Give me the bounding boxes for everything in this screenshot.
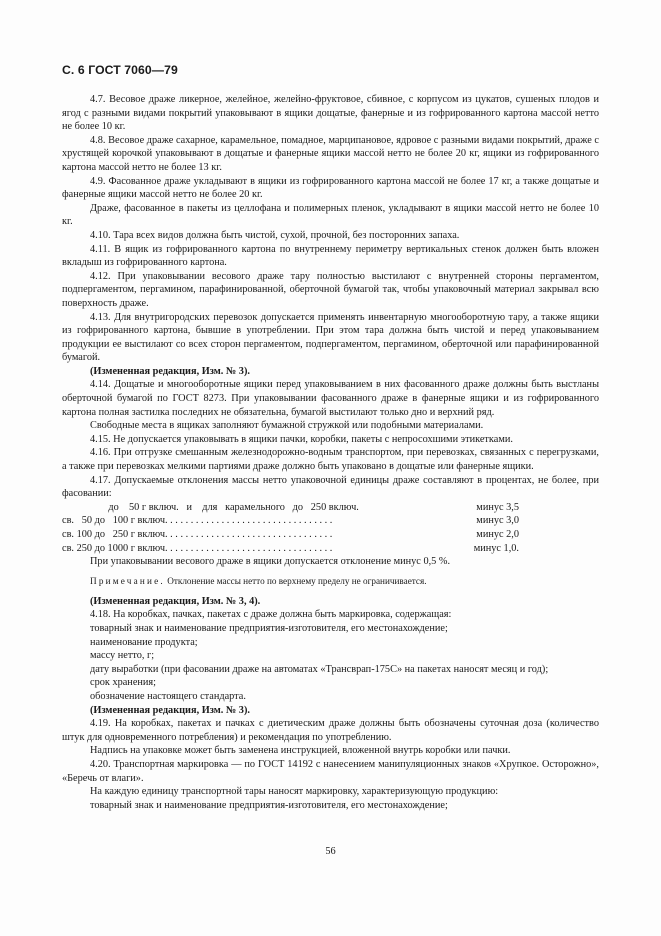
- marking-item: дату выработки (при фасовании драже на автоматах «Трансврап-175С» на пакетах наносят месяц и год);: [90, 663, 549, 675]
- paragraph-4-16: 4.16. При отгрузке смешанным железнодорожно-водным транспортом, при перевозках, связанных с перегрузками, а также при перевозках мелкими партиями драже должно быть упаковано в дощатые или фанерные ящики.: [62, 447, 599, 473]
- tolerance-value: минус 3,5: [476, 501, 519, 513]
- tolerance-row: [62, 542, 599, 556]
- edit-note: (Измененная редакция, Изм. № 3).: [90, 704, 250, 716]
- marking-item: массу нетто, г;: [90, 650, 155, 662]
- paragraph-4-20-item: товарный знак и наименование предприятия-изготовителя, его местонахождение;: [90, 799, 448, 811]
- paragraph-4-14: 4.14. Дощатые и многооборотные ящики перед упаковыванием в них фасованного драже должны быть выстланы оберточной бумагой по ГОСТ 8273. При упаковывании фасованного драже в фанерные ящики и из гофрированного картона полная застилка последних не обязательна, бумагой выстилают только дно и верхний ряд.: [62, 379, 599, 418]
- paragraph-4-15: 4.15. Не допускается упаковывать в ящики пачки, коробки, пакеты с непросохшими этикетками.: [90, 433, 513, 445]
- footnote: [90, 575, 599, 588]
- paragraph-4-19: 4.19. На коробках, пакетах и пачках с диетическим драже должны быть обозначены суточная доза (количество штук для одновременного потребления) и рекомендация по употреблению.: [62, 718, 599, 743]
- tolerance-label: св. 100 до 250 г включ. . . . . . . . . . . . . . . . . . . . . . . . . . . . . . . . .: [62, 529, 333, 540]
- marking-item: срок хранения;: [90, 677, 157, 689]
- paragraph-4-14-cont: Свободные места в ящиках заполняют бумажной стружкой или подобными материалами.: [90, 420, 484, 432]
- page-number: 56: [325, 846, 336, 857]
- marking-item: товарный знак и наименование предприятия-изготовителя, его местонахождение;: [90, 622, 448, 634]
- paragraph-4-9-cont: Драже, фасованное в пакеты из целлофана и полимерных пленок, укладывают в ящики массой нетто не более 10 кг.: [62, 202, 599, 228]
- paragraph-4-19-cont: Надпись на упаковке может быть заменена инструкцией, вложенной внутрь коробки или пачки.: [90, 745, 511, 757]
- tolerance-row: [62, 514, 599, 528]
- paragraph-4-18: 4.18. На коробках, пачках, пакетах с драже должна быть маркировка, содержащая:: [90, 609, 452, 621]
- paragraph-4-8: 4.8. Весовое драже сахарное, карамельное, помадное, марципановое, ядровое с разными видами покрытий, драже с хрустящей корочкой упаковывают в дощатые и фанерные ящики массой нетто не более 20 кг, ящики из гофрированного картона массой нетто не более 13 кг.: [62, 134, 599, 173]
- paragraph-4-20-cont: На каждую единицу транспортной тары наносят маркировку, характеризующую продукцию:: [90, 786, 499, 798]
- footnote-label: Примечание.: [90, 575, 165, 586]
- paragraph-4-20: 4.20. Транспортная маркировка — по ГОСТ 14192 с нанесением манипуляционных знаков «Хрупкое. Осторожно», «Беречь от влаги».: [62, 758, 599, 784]
- edit-note: (Измененная редакция, Изм. № 3, 4).: [90, 595, 261, 607]
- paragraph-4-7: 4.7. Весовое драже ликерное, желейное, желейно-фруктовое, сбивное, с корпусом из цукатов, сушеных плодов и ягод с разными видами покрытий упаковывают в ящики дощатые, фанерные и из гофрированного картона массой нетто не более 10 кг.: [62, 94, 599, 133]
- tolerance-value: минус 1,0.: [473, 542, 519, 554]
- tolerance-table: [62, 501, 599, 555]
- edit-note: (Измененная редакция, Изм. № 3).: [90, 365, 250, 377]
- paragraph-4-13: 4.13. Для внутригородских перевозок допускается применять инвентарную многооборотную тару, а также ящики из гофрированного картона, бывшие в употреблении. При этом тара должна быть чистой и перед упаковыванием продукции ее выстилают со всех сторон пергаментом, подпергаментом, пергамином, оберточной или парафинированной бумагой.: [62, 311, 599, 364]
- document-body: [62, 93, 599, 812]
- footnote-text: Отклонение массы нетто по верхнему пределу не ограничивается.: [167, 575, 427, 586]
- page-header: С. 6 ГОСТ 7060—79: [62, 63, 178, 77]
- paragraph-4-12: 4.12. При упаковывании весового драже тару полностью выстилают с внутренней стороны пергаментом, подпергаментом, пергамином, парафинированной, оберточной бумагой так, чтобы упаковочный материал закрывал всю поверхность драже.: [62, 270, 599, 309]
- paragraph-4-11: 4.11. В ящик из гофрированного картона по внутреннему периметру вертикальных стенок должен быть вложен вкладыш из гофрированного картона.: [62, 243, 599, 269]
- tolerance-label: св. 250 до 1000 г включ. . . . . . . . . . . . . . . . . . . . . . . . . . . . . . . . .: [62, 542, 333, 554]
- tolerance-value: минус 2,0: [476, 529, 519, 540]
- marking-item: обозначение настоящего стандарта.: [90, 690, 246, 702]
- tolerance-row: [62, 528, 599, 542]
- tolerance-label: св. 50 до 100 г включ. . . . . . . . . . . . . . . . . . . . . . . . . . . . . . . . .: [62, 515, 333, 527]
- tolerance-value: минус 3,0: [476, 515, 519, 527]
- tolerance-row: [62, 501, 599, 515]
- tolerance-note: При упаковывании весового драже в ящики допускается отклонение минус 0,5 %.: [90, 556, 451, 568]
- marking-item: наименование продукта;: [90, 636, 198, 648]
- paragraph-4-10: 4.10. Тара всех видов должна быть чистой, сухой, прочной, без посторонних запаха.: [90, 229, 460, 241]
- paragraph-4-9: 4.9. Фасованное драже укладывают в ящики из гофрированного картона массой не более 17 кг, а также дощатые и фанерные ящики массой нетто не более 20 кг.: [62, 175, 599, 201]
- tolerance-label: до 50 г включ. и для карамельного до 250 включ.: [62, 501, 359, 513]
- paragraph-4-17: 4.17. Допускаемые отклонения массы нетто упаковочной единицы драже составляют в процентах, не более, при фасовании:: [62, 474, 599, 500]
